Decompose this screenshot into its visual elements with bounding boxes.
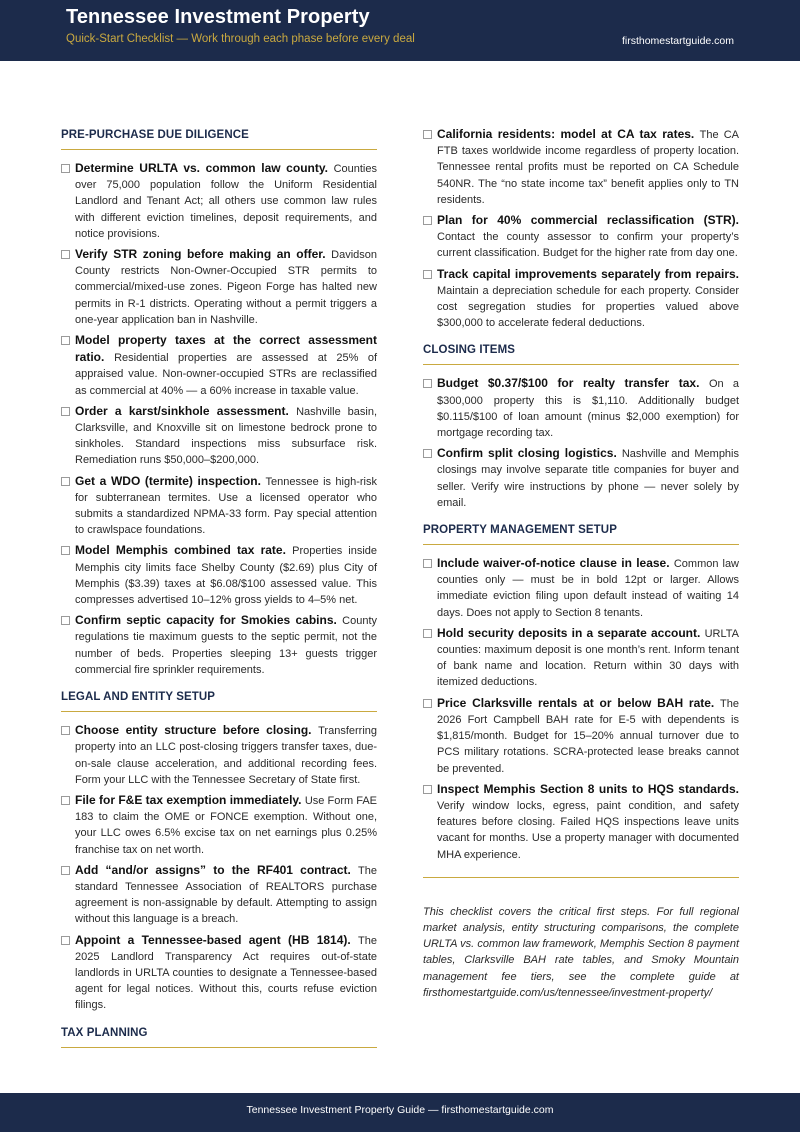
item-text: County regulations tie maximum guests to the septic permit, not the number of beds. Properties sleeping 13+ guests trigger commercial fire sprinkler requirements. xyxy=(75,615,377,676)
item-text: Nashville and Memphis closings may involve separate title companies for buyer and seller. Verify wire instructions by phone — never solely by email. xyxy=(437,448,739,509)
checklist-item xyxy=(423,445,739,511)
checklist-item xyxy=(423,781,739,863)
item-lead: Confirm septic capacity for Smokies cabins. xyxy=(75,613,343,628)
section-tax-planning xyxy=(61,1024,377,1048)
checkbox[interactable] xyxy=(423,379,432,388)
checkbox[interactable] xyxy=(423,216,432,225)
item-lead: Add “and/or assigns” to the RF401 contract. xyxy=(75,862,359,877)
item-lead: Plan for 40% commercial reclassification (STR). xyxy=(437,213,739,228)
checkbox[interactable] xyxy=(423,629,432,638)
checklist-item xyxy=(423,375,739,441)
item-lead: Get a WDO (termite) inspection. xyxy=(75,473,266,488)
item-lead: Determine URLTA vs. common law county. xyxy=(75,161,334,175)
checklist-item xyxy=(423,695,739,777)
item-lead: Track capital improvements separately from repairs. xyxy=(437,266,739,281)
section-heading: TAX PLANNING xyxy=(61,1024,377,1048)
item-lead: Hold security deposits in a separate account. xyxy=(437,625,705,640)
item-text: The CA FTB taxes worldwide income regardless of property location. Tennessee rental profits must be reported on CA Schedule 540NR. The “no state income tax” benefit applies only to TN residents. xyxy=(437,129,739,206)
item-lead: File for F&E tax exemption immediately. xyxy=(75,792,305,807)
checkbox[interactable] xyxy=(61,616,70,625)
page-header xyxy=(0,0,800,61)
checklist-item xyxy=(61,542,377,608)
item-lead: Order a karst/sinkhole assessment. xyxy=(75,403,297,418)
checkbox[interactable] xyxy=(423,699,432,708)
item-text: Common law counties only — must be in bold 12pt or larger. Allows immediate eviction filing upon default instead of waiting 14 days. Does not apply to Section 8 tenants. xyxy=(437,558,739,619)
item-text: On a $300,000 property this is $1,110. Additionally budget $0.115/$100 of loan amount (minus $2,000 exemption) for mortgage recording tax. xyxy=(437,378,739,440)
page-subtitle: Quick-Start Checklist — Work through each phase before every deal xyxy=(66,33,415,45)
item-lead: California residents: model at CA tax rates. xyxy=(437,127,700,141)
checkbox[interactable] xyxy=(61,546,70,555)
checkbox[interactable] xyxy=(61,726,70,735)
checklist-item xyxy=(61,160,377,242)
section-tax-planning-continued xyxy=(423,126,739,331)
left-column xyxy=(61,126,377,1058)
checkbox[interactable] xyxy=(423,785,432,794)
item-text: Contact the county assessor to confirm your property’s current classification. Budget for the higher rate from day one. xyxy=(437,231,739,260)
checklist-item xyxy=(61,403,377,469)
section-legal xyxy=(61,688,377,1013)
section-heading: LEGAL AND ENTITY SETUP xyxy=(61,688,377,712)
checklist-item xyxy=(61,722,377,788)
item-lead: Model property taxes at the correct assessment ratio. xyxy=(75,333,377,365)
item-text: Counties over 75,000 population follow the Uniform Residential Landlord and Tenant Act; all others use common law rules with different eviction timelines, deposit requirements, and notice provisions. xyxy=(75,163,377,240)
checkbox[interactable] xyxy=(61,477,70,486)
checkbox[interactable] xyxy=(61,336,70,345)
checkbox[interactable] xyxy=(61,164,70,173)
divider xyxy=(423,877,739,878)
item-lead: Appoint a Tennessee-based agent (HB 1814). xyxy=(75,932,359,947)
footer-text: Tennessee Investment Property Guide — firsthomestartguide.com xyxy=(246,1104,554,1116)
checklist-item xyxy=(423,625,739,691)
checkbox[interactable] xyxy=(61,250,70,259)
section-heading: CLOSING ITEMS xyxy=(423,341,739,365)
item-text: The 2026 Fort Campbell BAH rate for E-5 with dependents is $1,815/month. Budget for 15–20% annual turnover due to PCS military rotations. SCRA-protected lease breaks cannot be prevented. xyxy=(437,697,739,775)
checkbox[interactable] xyxy=(423,449,432,458)
checklist-item xyxy=(61,862,377,928)
closing-note: This checklist covers the critical first steps. For full regional market analysis, entity structuring comparisons, the complete URLTA vs. common law framework, Memphis Section 8 payment tables, Clarksville BAH rate tables, and Smoky Mountain management fee tiers, see the complete guide at firsthomestartguide.com/us/tennessee/investment-property/ xyxy=(423,905,739,999)
item-lead: Model Memphis combined tax rate. xyxy=(75,543,293,558)
item-lead: Include waiver-of-notice clause in lease. xyxy=(437,556,674,571)
item-lead: Price Clarksville rentals at or below BAH rate. xyxy=(437,695,721,710)
checklist-item xyxy=(61,473,377,539)
checkbox[interactable] xyxy=(61,407,70,416)
item-lead: Verify STR zoning before making an offer. xyxy=(75,247,332,262)
checklist-item xyxy=(61,246,377,328)
item-text: Maintain a depreciation schedule for each property. Consider cost segregation studies for properties valued above $300,000 to accelerate federal deductions. xyxy=(437,284,739,330)
item-text: The 2025 Landlord Transparency Act requires out-of-state landlords in URLTA counties to designate a Tennessee-based agent for legal notices. Without this, courts refuse eviction filings. xyxy=(75,934,377,1012)
item-text: Use Form FAE 183 to claim the OME or FONCE exemption. Without one, your LLC owes 6.5% excise tax on net earnings plus 0.25% franchise tax on net worth. xyxy=(75,794,377,856)
item-text: Verify window locks, egress, paint condition, and safety features before closing. Failed HQS inspections leave units vacant for months. Use a property manager with documented MHA experience. xyxy=(437,799,739,861)
checklist-item xyxy=(61,612,377,678)
item-lead: Inspect Memphis Section 8 units to HQS standards. xyxy=(437,781,739,796)
checklist-item xyxy=(61,792,377,858)
checkbox[interactable] xyxy=(423,559,432,568)
checkbox[interactable] xyxy=(423,270,432,279)
item-text: Residential properties are assessed at 25% of appraised value. Non-owner-occupied STRs are reclassified as commercial at 40% — a 60% increase in taxable value. xyxy=(75,352,378,397)
checklist-item xyxy=(61,932,377,1014)
item-text: Davidson County restricts Non-Owner-Occupied STR permits to commercial/mixed-use zones. Pigeon Forge has halted new permits in R-1 districts. Operating without a permit triggers a one-year application ban in Nashville. xyxy=(75,249,377,326)
header-site-link[interactable]: firsthomestartguide.com xyxy=(621,35,734,47)
section-heading: PROPERTY MANAGEMENT SETUP xyxy=(423,521,739,545)
item-lead: Budget $0.37/$100 for realty transfer tax. xyxy=(437,376,709,391)
item-text: Transferring property into an LLC post-closing triggers transfer taxes, due-on-sale clause acceleration, and additional recording fees. Form your LLC with the Tennessee Secretary of State first. xyxy=(75,725,377,786)
checkbox[interactable] xyxy=(61,796,70,805)
checkbox[interactable] xyxy=(61,936,70,945)
checklist-item xyxy=(423,555,739,621)
checkbox[interactable] xyxy=(423,130,432,139)
section-closing-items xyxy=(423,341,739,511)
item-text: Nashville basin, Clarksville, and Knoxville sit on limestone bedrock prone to sinkholes. Standard inspections miss subsurface risk. Remediation runs $50,000–$200,000. xyxy=(75,405,378,467)
section-property-management xyxy=(423,521,739,863)
section-pre-purchase xyxy=(61,126,377,678)
item-lead: Choose entity structure before closing. xyxy=(75,723,319,738)
item-lead: Confirm split closing logistics. xyxy=(437,446,622,461)
item-text: URLTA counties: maximum deposit is one month’s rent. Inform tenant of bank name and location. Return within 30 days with itemized deductions. xyxy=(437,627,739,689)
item-text: Properties inside Memphis city limits face Shelby County ($2.69) plus City of Memphis ($3.39) taxes at $6.08/$100 assessed value. This compresses advertised 10–12% gross yields to 4–5% net. xyxy=(75,545,377,607)
section-heading: PRE-PURCHASE DUE DILIGENCE xyxy=(61,126,377,150)
item-text: Tennessee is high-risk for subterranean termites. Use a licensed operator who submits a standardized NPMA-33 form. Pay special attention to crawlspace foundations. xyxy=(75,475,377,537)
checklist-item xyxy=(423,212,739,262)
checklist-item xyxy=(423,266,739,332)
checklist-item xyxy=(61,332,377,399)
item-text: The standard Tennessee Association of REALTORS purchase agreement is non-assignable by default. Attempting to assign without this language is a breach. xyxy=(75,864,377,926)
page-title: Tennessee Investment Property xyxy=(66,6,370,28)
checklist-item xyxy=(423,126,739,208)
checkbox[interactable] xyxy=(61,866,70,875)
right-column xyxy=(423,126,739,1001)
page-footer xyxy=(0,1093,800,1132)
